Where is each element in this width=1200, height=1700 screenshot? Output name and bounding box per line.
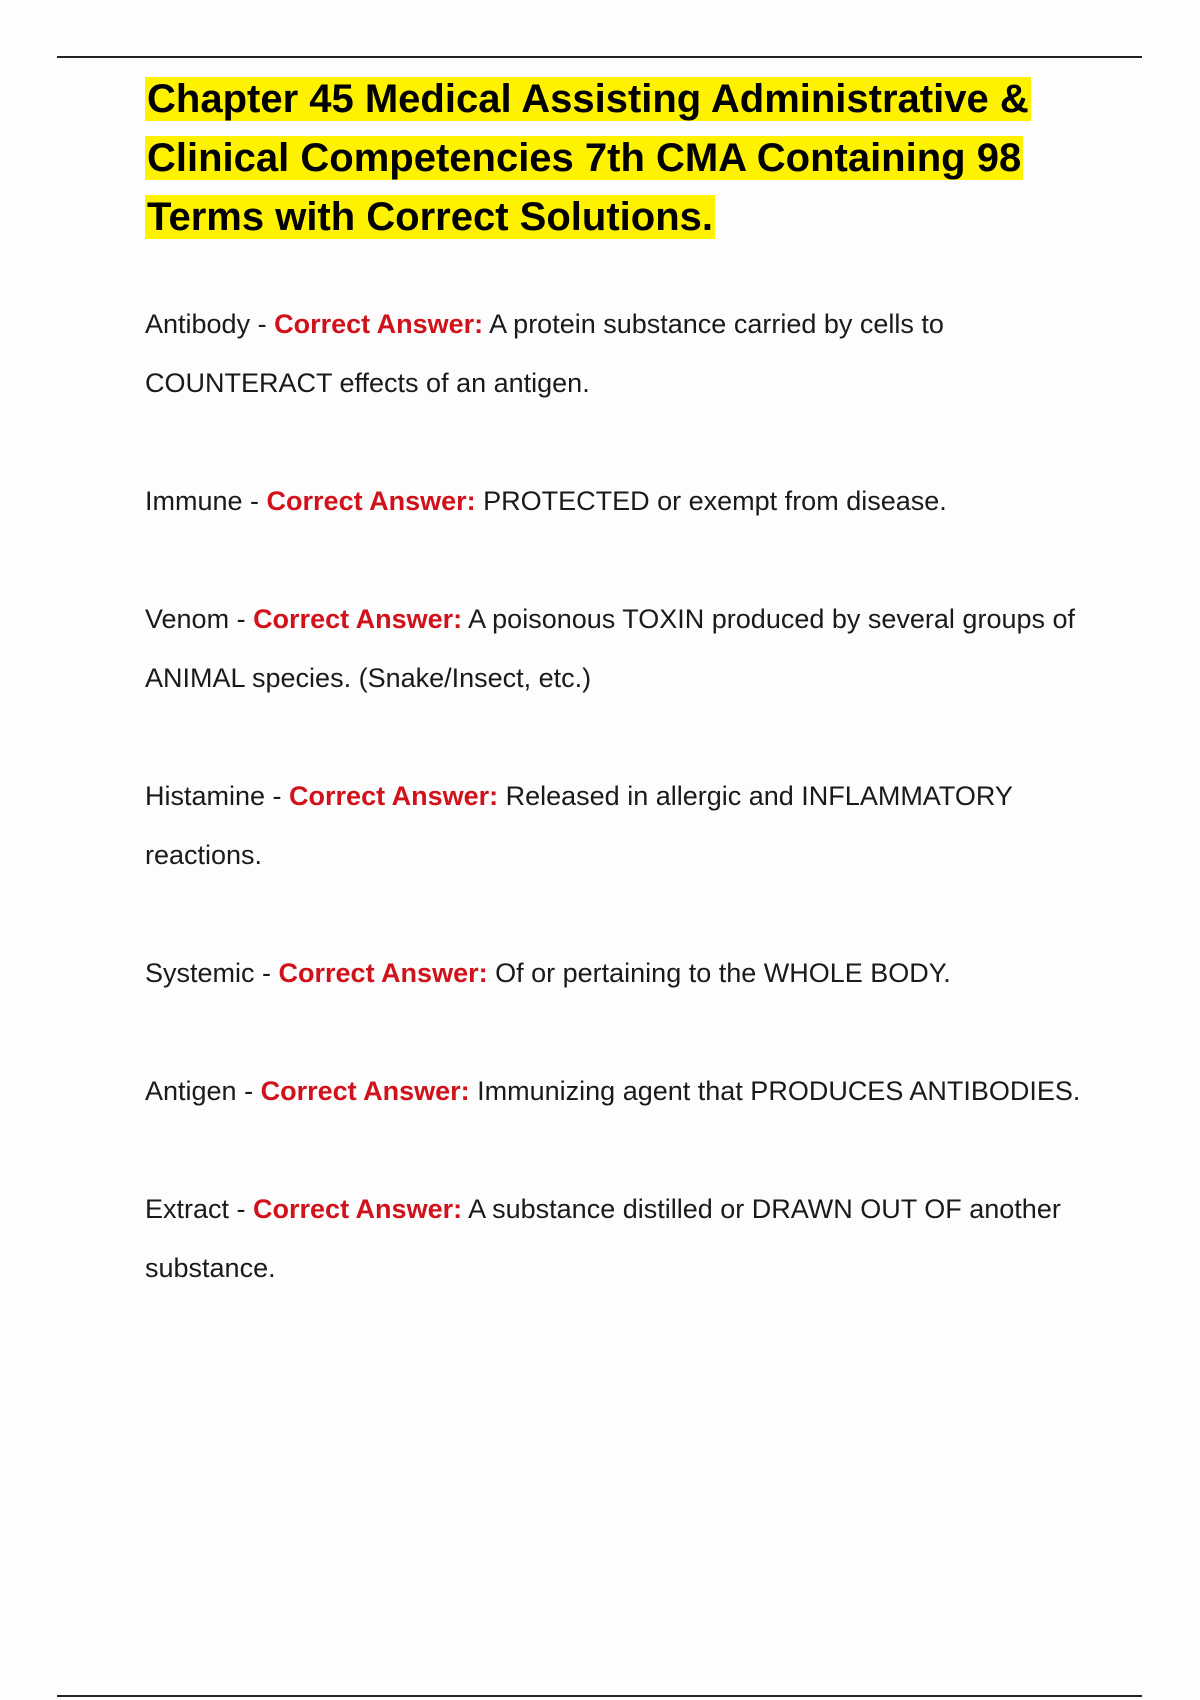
term-entry-systemic bbox=[145, 944, 1085, 1003]
correct-answer-label: Correct Answer: bbox=[266, 486, 476, 516]
term-name: Antigen bbox=[145, 1076, 237, 1106]
term-definition: PROTECTED or exempt from disease. bbox=[483, 486, 947, 516]
document-title bbox=[145, 70, 1085, 247]
term-entry-venom bbox=[145, 590, 1085, 708]
term-entry-immune bbox=[145, 472, 1085, 531]
term-name: Extract bbox=[145, 1194, 230, 1224]
term-entry-histamine bbox=[145, 767, 1085, 885]
term-list bbox=[145, 295, 1085, 1298]
correct-answer-label: Correct Answer: bbox=[278, 958, 488, 988]
term-definition: A substance distilled or DRAWN OUT OF another substance. bbox=[145, 1194, 1061, 1283]
term-name: Histamine bbox=[145, 781, 266, 811]
term-definition: A poisonous TOXIN produced by several groups of ANIMAL species. (Snake/Insect, etc.) bbox=[145, 604, 1076, 693]
term-definition: A protein substance carried by cells to COUNTERACT effects of an antigen. bbox=[145, 309, 944, 398]
term-entry-antigen bbox=[145, 1062, 1085, 1121]
bottom-rule bbox=[57, 1695, 1142, 1697]
term-separator: - bbox=[250, 309, 275, 339]
term-name: Systemic bbox=[145, 958, 255, 988]
term-separator: - bbox=[229, 1194, 254, 1224]
correct-answer-label: Correct Answer: bbox=[274, 309, 484, 339]
term-name: Venom bbox=[145, 604, 230, 634]
term-name: Immune bbox=[145, 486, 243, 516]
term-separator: - bbox=[229, 604, 254, 634]
correct-answer-label: Correct Answer: bbox=[253, 1194, 463, 1224]
top-rule bbox=[57, 56, 1142, 58]
correct-answer-label: Correct Answer: bbox=[253, 604, 463, 634]
term-definition: Of or pertaining to the WHOLE BODY. bbox=[495, 958, 951, 988]
term-definition: Released in allergic and INFLAMMATORY reactions. bbox=[145, 781, 1013, 870]
term-separator: - bbox=[242, 486, 267, 516]
correct-answer-label: Correct Answer: bbox=[260, 1076, 470, 1106]
term-definition: Immunizing agent that PRODUCES ANTIBODIES. bbox=[477, 1076, 1081, 1106]
term-separator: - bbox=[265, 781, 290, 811]
term-separator: - bbox=[236, 1076, 261, 1106]
title-highlight: Chapter 45 Medical Assisting Administrative & Clinical Competencies 7th CMA Containing 98 Terms with Correct Solutions. bbox=[147, 77, 1029, 239]
correct-answer-label: Correct Answer: bbox=[289, 781, 499, 811]
document-content bbox=[145, 70, 1085, 1357]
term-entry-antibody bbox=[145, 295, 1085, 413]
term-separator: - bbox=[254, 958, 279, 988]
term-name: Antibody bbox=[145, 309, 251, 339]
term-entry-extract bbox=[145, 1180, 1085, 1298]
